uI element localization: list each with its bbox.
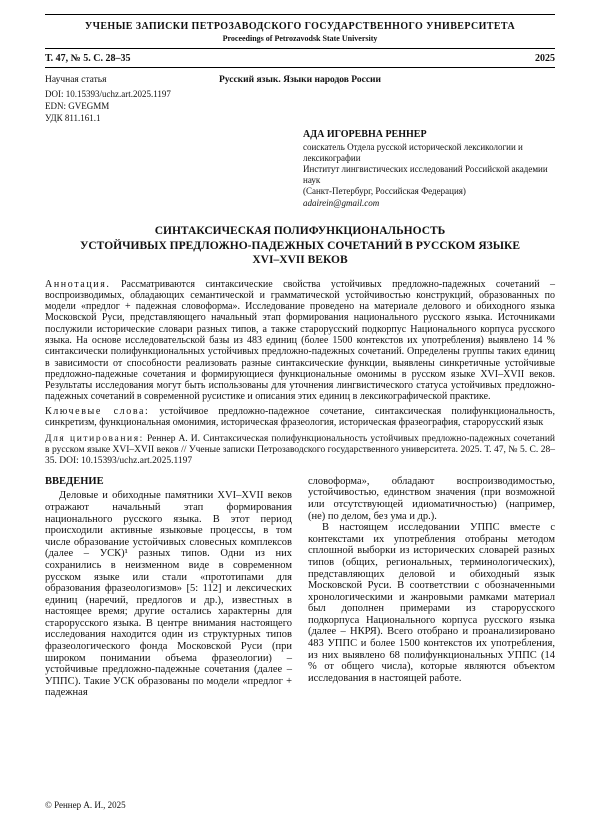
subject-area: Русский язык. Языки народов России <box>218 75 382 85</box>
author-block <box>303 129 555 209</box>
volume-row <box>45 49 555 68</box>
abstract-label: Аннотация. <box>45 278 111 290</box>
keywords-text: устойчивое предложно-падежное сочетание, синтаксическая полифункциональность, синкретизм, функциональная омонимия, историческая фразеология, историческая фразеография, старорусский язык <box>45 405 555 429</box>
volume-info: Т. 47, № 5. С. 28–35 <box>45 53 131 64</box>
journal-header <box>45 14 555 49</box>
intro-right-column <box>308 476 555 699</box>
abstract-text: Рассматриваются синтаксические свойства устойчивых предложно-падежных сочетаний – воспроизводимых, обладающих семантической и грамматической устойчивостью конструкций, образованных по модели «предлог + падежная словоформа». Исследование проведено на материале делового и обиходного языка Московской Руси, представляющего начальный этап формирования национального русского языка. Источниками послужили исторические словари разных типов, а также старорусский подкорпус Национального корпуса русского языка. На основе исследовательской базы из 483 единиц (более 1500 контекстов их употребления) выявлено 14 % синтаксически полифункциональных устойчивых предложно-падежных сочетаний. Определены группы таких единиц в зависимости от способности реализовать разные синтаксические функции, выявлены синкретичные устойчивые предложно-падежные сочетания и формирующиеся функциональные омонимы в русском языке XVI–XVII веков. Результаты исследования могут быть использованы для уточнения лингвистического статуса устойчивых предложно-падежных сочетаний в современной русистике и описания этих единиц в лексикографической практике. <box>45 278 555 403</box>
article-title-line: УСТОЙЧИВЫХ ПРЕДЛОЖНО-ПАДЕЖНЫХ СОЧЕТАНИЙ В РУССКОМ ЯЗЫКЕ <box>79 239 521 252</box>
author-name: АДА ИГОРЕВНА РЕННЕР <box>303 129 427 140</box>
doi: DOI: 10.15393/uchz.art.2025.1197 <box>45 89 171 99</box>
keywords <box>45 406 555 429</box>
body-columns <box>45 476 555 699</box>
article-meta <box>45 75 555 124</box>
citation <box>45 434 555 466</box>
journal-title-ru: УЧЕНЫЕ ЗАПИСКИ ПЕТРОЗАВОДСКОГО ГОСУДАРСТВЕННОГО УНИВЕРСИТЕТА <box>84 21 516 32</box>
intro-left-column <box>45 476 292 699</box>
article-type: Научная статья <box>45 75 107 85</box>
article-title-line: СИНТАКСИЧЕСКАЯ ПОЛИФУНКЦИОНАЛЬНОСТЬ <box>154 225 446 237</box>
article-title-line: XVI–XVII ВЕКОВ <box>252 254 348 266</box>
paragraph: В настоящем исследовании УППС вместе с контекстами их употребления отобраны методом сплошной выборки из исторических словарей разных типов (общих, региональных, терминологических), представляющих деловой и обиходный язык Московской Руси. В соответствии с обозначенными хронологическими и жанровыми рамками материал был дополнен примерами из старорусского подкорпуса Национального корпуса русского языка (далее – НКРЯ). Всего отобрано и проанализировано 483 УППС и более 1500 контекстов их употребления, из них выявлено 68 полифункциональных УППС (14 % от общего числа), которые являются объектом исследования в настоящей работе. <box>308 522 555 684</box>
udk: УДК 811.161.1 <box>45 113 101 123</box>
keywords-label: Ключевые слова: <box>45 405 150 417</box>
author-institution: Институт лингвистических исследований Российской академии наук <box>303 164 548 185</box>
footer-copyright: © Реннер А. И., 2025 <box>45 800 126 810</box>
author-position: соискатель Отдела русской исторической лексикологии и лексикографии <box>303 142 523 163</box>
journal-title-en: Proceedings of Petrozavodsk State University <box>222 34 378 43</box>
abstract <box>45 279 555 403</box>
year: 2025 <box>535 53 555 64</box>
paragraph: словоформа», обладают воспроизводимостью, устойчивостью, единством значения (при возможной или отсутствующей идиоматичностью) (например, (не) по делом, без ума и др.). <box>308 475 555 522</box>
edn: EDN: GVEGMM <box>45 101 110 111</box>
citation-label: Для цитирования: <box>45 434 144 445</box>
article-title <box>45 224 555 268</box>
citation-text: Реннер А. И. Синтаксическая полифункциональность устойчивых предложно-падежных сочетаний в русском языке XVI–XVII веков // Ученые записки Петрозаводского государственного университета. 2025. Т. 47, № 5. С. 28–35. DOI: 10.15393/uchz.art.2025.1197 <box>45 434 555 466</box>
paragraph: Деловые и обиходные памятники XVI–XVII веков отражают начальный этап формирования национального русского языка. В этот период происходили активные языковые процессы, в том числе образование устойчивых словесных комплексов (далее – УСК)¹ разных типов. Одни из них сохранились в неизменном виде в современном русском языке или стали «прототипами для образования фразеологизмов» [5: 112] и лексических единиц (наречий, предлогов и др.), известных в настоящее время; другие остались характерны для старорусского языка. В центре внимания настоящего исследования находится один из структурных типов фразеологического фонда Московской Руси (при широком понимании объема фразеологии) – устойчивые предложно-падежные сочетания (далее – УППС). Такие УСК образованы по модели «предлог + падежная <box>45 490 292 699</box>
author-location: (Санкт-Петербург, Российская Федерация) <box>303 186 466 196</box>
type-row <box>45 75 555 88</box>
section-heading-introduction: ВВЕДЕНИЕ <box>45 475 104 487</box>
author-email[interactable]: adairein@gmail.com <box>303 198 380 208</box>
